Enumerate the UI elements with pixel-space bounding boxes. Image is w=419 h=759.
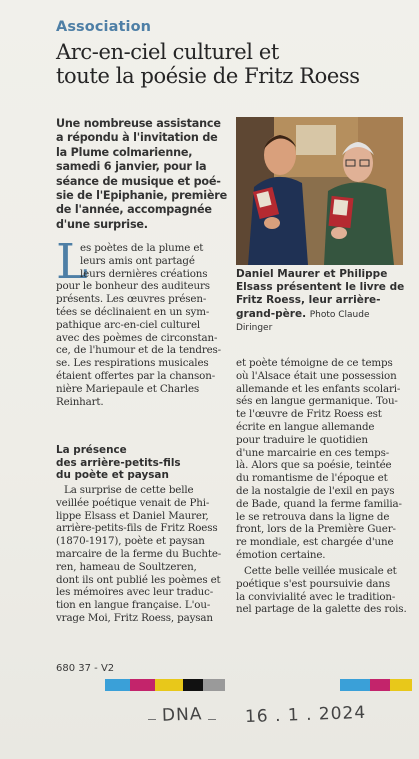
color-registration-bar bbox=[183, 679, 203, 691]
text-line: arrière-petits-fils de Fritz Roess bbox=[56, 522, 218, 535]
intertitle-line: La présence bbox=[56, 444, 127, 456]
text-line: présents. Les œuvres présen- bbox=[56, 293, 207, 306]
text-line: pathique arc-en-ciel culturel bbox=[56, 318, 201, 331]
color-registration-bar bbox=[370, 679, 390, 691]
intertitle-line: du poète et paysan bbox=[56, 469, 169, 482]
text-line: là. Alors que sa poésie, teintée bbox=[236, 459, 392, 472]
text-line: du romantisme de l'époque et bbox=[236, 472, 388, 485]
article-column-1 bbox=[56, 242, 232, 408]
lead-line: la Plume colmarienne, bbox=[56, 145, 193, 159]
text-line: de la nostalgie de l'exil en pays bbox=[236, 484, 395, 497]
text-line: lippe Elsass et Daniel Maurer, bbox=[56, 509, 209, 522]
text-line: leurs dernières créations bbox=[80, 267, 208, 280]
lead-line: séance de musique et poé- bbox=[56, 174, 221, 188]
text-line: nel partage de la galette des rois. bbox=[236, 603, 407, 616]
color-registration-bar bbox=[105, 679, 130, 691]
text-line: poétique s'est poursuivie dans bbox=[236, 577, 390, 590]
text-line: sés en langue germanique. Tou- bbox=[236, 395, 398, 408]
caption-line bbox=[236, 308, 412, 322]
text-line: émotion certaine. bbox=[236, 548, 326, 561]
text-line: la convivialité avec le tradition- bbox=[236, 590, 396, 603]
drop-cap: L bbox=[56, 234, 88, 290]
text-line: tées se déclinaient en un sym- bbox=[56, 305, 210, 318]
photo-credit: Photo Claude bbox=[309, 309, 370, 320]
headline-line: toute la poésie de Fritz Roess bbox=[56, 64, 360, 88]
text-line: vrage Moi, Fritz Roess, paysan bbox=[56, 611, 213, 624]
text-line: étaient offertes par la chanson- bbox=[56, 369, 216, 382]
caption-line: Elsass présentent le livre de bbox=[236, 281, 405, 294]
text-line: ren, hameau de Soultzeren, bbox=[56, 560, 197, 573]
text-line: nière Mariepaule et Charles bbox=[56, 382, 200, 395]
color-registration-bar bbox=[155, 679, 183, 691]
text-line: veillée poétique venait de Phi- bbox=[56, 496, 210, 509]
text-line: où l'Alsace était une possession bbox=[236, 369, 397, 382]
lead-paragraph bbox=[56, 117, 236, 232]
text-line: te l'œuvre de Fritz Roess est bbox=[236, 408, 382, 421]
color-registration-bar bbox=[130, 679, 155, 691]
text-line: (1870-1917), poète et paysan bbox=[56, 535, 205, 548]
text-line: re mondiale, est chargée d'une bbox=[236, 536, 394, 549]
lead-line: sie de l'Epiphanie, première bbox=[56, 189, 227, 203]
text-line: dont ils ont publié les poèmes et bbox=[56, 573, 221, 586]
text-line: pour le bonheur des auditeurs bbox=[56, 280, 210, 293]
text-line: de Bade, quand la ferme familia- bbox=[236, 497, 402, 510]
article-column-1b bbox=[56, 484, 232, 625]
handwritten-source: DNA bbox=[161, 704, 203, 726]
article-column-2 bbox=[236, 357, 416, 562]
text-line: tion en langue française. L'ou- bbox=[56, 599, 211, 612]
handwritten-dash bbox=[148, 719, 156, 720]
headline bbox=[56, 40, 416, 88]
article-photo bbox=[236, 117, 403, 265]
text-line: marcaire de la ferme du Buchte- bbox=[56, 547, 222, 560]
intertitle-line: des arrière-petits-fils bbox=[56, 456, 181, 469]
text-line: le se retrouva dans la ligne de bbox=[236, 510, 390, 523]
lead-line: samedi 6 janvier, pour la bbox=[56, 160, 207, 174]
photo-credit-name: Diringer bbox=[236, 322, 273, 333]
text-line: se. Les respirations musicales bbox=[56, 357, 209, 370]
text-line: Cette belle veillée musicale et bbox=[244, 565, 397, 577]
text-line: écrite en langue allemande bbox=[236, 420, 375, 433]
color-registration-bar bbox=[390, 679, 412, 691]
text-line: d'une marcairie en ces temps- bbox=[236, 446, 390, 459]
lead-line: de l'année, accompagnée bbox=[56, 203, 212, 217]
color-registration-bar bbox=[203, 679, 225, 691]
intertitle bbox=[56, 444, 234, 482]
headline-line: Arc-en-ciel culturel et bbox=[56, 40, 279, 64]
photo-caption bbox=[236, 268, 412, 335]
text-line: leurs amis ont partagé bbox=[80, 254, 195, 267]
caption-line: Daniel Maurer et Philippe bbox=[236, 268, 388, 280]
lead-line: Une nombreuse assistance bbox=[56, 117, 221, 130]
text-line: Reinhart. bbox=[56, 395, 104, 408]
lead-line: d'une surprise. bbox=[56, 217, 148, 231]
page-reference: 680 37 - V2 bbox=[56, 663, 115, 674]
handwritten-date: 16 . 1 . 2024 bbox=[244, 702, 367, 728]
photo-illustration bbox=[236, 117, 403, 265]
caption-line: Fritz Roess, leur arrière- bbox=[236, 294, 381, 307]
text-line: pour traduire le quotidien bbox=[236, 433, 368, 446]
text-line: et poète témoigne de ce temps bbox=[236, 357, 393, 369]
caption-last: grand-père. bbox=[236, 307, 307, 320]
lead-line: a répondu à l'invitation de bbox=[56, 131, 218, 145]
text-line: avec des poèmes de circonstan- bbox=[56, 331, 218, 344]
handwritten-dash bbox=[208, 719, 216, 720]
section-label: Association bbox=[56, 19, 152, 35]
text-line: allemande et les enfants scolari- bbox=[236, 382, 401, 395]
text-line: les mémoires avec leur traduc- bbox=[56, 586, 214, 599]
text-line: La surprise de cette belle bbox=[64, 484, 194, 496]
article-column-2b bbox=[236, 565, 416, 616]
color-registration-bar bbox=[340, 679, 370, 691]
text-line: front, lors de la Première Guer- bbox=[236, 523, 396, 536]
text-line: es poètes de la plume et bbox=[80, 242, 204, 254]
text-line: ce, de l'humour et de la tendres- bbox=[56, 344, 221, 357]
